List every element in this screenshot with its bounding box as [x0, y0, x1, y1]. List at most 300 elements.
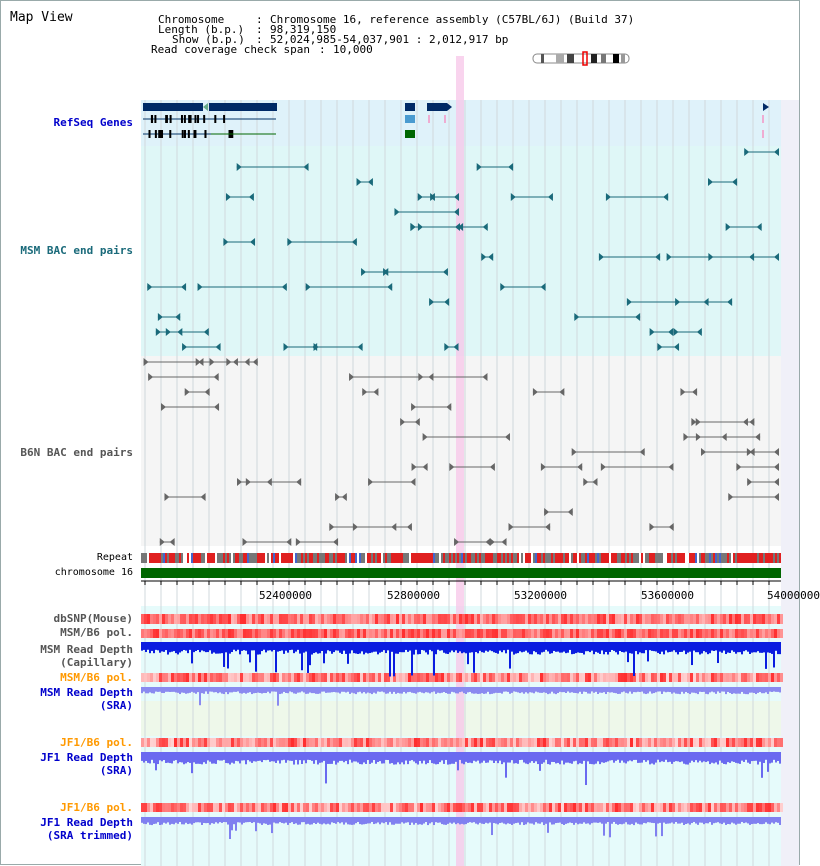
track-label-msm-pol-1[interactable]: MSM/B6 pol. — [60, 626, 133, 639]
pol-cell — [480, 614, 483, 624]
pol-cell — [543, 629, 546, 638]
depth-bar — [531, 752, 533, 761]
pol-cell — [771, 614, 774, 624]
depth-bar — [575, 752, 577, 761]
depth-bar — [267, 642, 269, 651]
depth-bar — [487, 642, 489, 652]
depth-bar — [193, 642, 195, 652]
pol-cell — [225, 673, 228, 682]
track-label-chromosome[interactable]: chromosome 16 — [54, 567, 133, 578]
depth-bar — [633, 642, 635, 676]
pol-cell — [435, 803, 438, 812]
depth-bar — [287, 642, 289, 653]
depth-bar — [239, 817, 241, 823]
pol-cell — [255, 614, 258, 624]
depth-bar — [527, 642, 529, 653]
pol-cell — [540, 803, 543, 812]
depth-bar — [221, 752, 223, 761]
depth-bar — [701, 687, 703, 692]
pol-cell — [186, 673, 189, 682]
depth-bar — [537, 817, 539, 823]
depth-bar — [757, 752, 759, 765]
depth-bar — [721, 642, 723, 653]
pol-cell — [384, 738, 387, 747]
pol-cell — [513, 614, 516, 624]
depth-bar — [253, 752, 255, 761]
track-label-jf1-pol-1[interactable]: JF1/B6 pol. — [60, 736, 133, 749]
pol-cell — [762, 614, 765, 624]
depth-bar — [417, 752, 419, 764]
pol-cell — [573, 614, 576, 624]
pol-cell — [564, 629, 567, 638]
pol-cell — [588, 629, 591, 638]
depth-bar — [399, 817, 401, 824]
pol-cell — [417, 614, 420, 624]
depth-bar — [219, 817, 221, 822]
track-label-msm-depth-sra-line1[interactable]: MSM Read Depth — [40, 686, 133, 699]
pol-cell — [579, 673, 582, 682]
depth-bar — [281, 687, 283, 694]
depth-bar — [681, 642, 683, 652]
depth-bar — [261, 642, 263, 651]
repeat-cell — [575, 553, 577, 563]
depth-bar — [659, 752, 661, 762]
depth-bar — [423, 642, 425, 650]
pol-cell — [333, 803, 336, 812]
pol-cell — [381, 673, 384, 682]
depth-bar — [715, 752, 717, 762]
pol-cell — [666, 629, 669, 638]
pol-cell — [750, 629, 753, 638]
depth-bar — [779, 687, 781, 692]
right-margin-bg — [781, 100, 799, 866]
pol-cell — [453, 673, 456, 682]
depth-bar — [143, 642, 145, 650]
depth-bar — [173, 642, 175, 651]
depth-bar — [217, 687, 219, 693]
depth-bar — [581, 752, 583, 764]
pol-cell — [741, 803, 744, 812]
track-label-jf1-depth-sra-line1[interactable]: JF1 Read Depth — [40, 751, 133, 764]
pol-cell — [333, 614, 336, 624]
refseq-exon — [182, 130, 184, 138]
depth-bar — [201, 687, 203, 693]
pol-cell — [672, 738, 675, 747]
depth-bar — [685, 687, 687, 692]
depth-bar — [419, 752, 421, 761]
depth-bar — [429, 817, 431, 823]
depth-bar — [589, 817, 591, 825]
repeat-cell — [273, 553, 275, 563]
depth-bar — [447, 642, 449, 654]
depth-bar — [179, 752, 181, 762]
depth-bar — [145, 752, 147, 761]
pol-cell — [453, 738, 456, 747]
pol-cell — [306, 738, 309, 747]
depth-bar — [763, 752, 765, 763]
depth-bar — [437, 752, 439, 764]
pol-cell — [150, 629, 153, 638]
depth-bar — [765, 752, 767, 760]
depth-bar — [189, 752, 191, 763]
pol-cell — [165, 738, 168, 747]
repeat-cell — [381, 553, 383, 563]
depth-bar — [255, 687, 257, 693]
depth-bar — [249, 687, 251, 692]
repeat-cell — [203, 553, 205, 563]
depth-bar — [469, 817, 471, 822]
depth-bar — [267, 752, 269, 760]
pol-cell — [372, 673, 375, 682]
pol-cell — [330, 614, 333, 624]
pol-cell — [267, 803, 270, 812]
repeat-cell — [413, 553, 415, 563]
pol-cell — [702, 738, 705, 747]
depth-bar — [169, 817, 171, 825]
pol-cell — [534, 614, 537, 624]
depth-bar — [685, 817, 687, 824]
depth-bar — [653, 687, 655, 693]
pol-cell — [720, 673, 723, 682]
depth-bar — [311, 642, 313, 655]
repeat-cell — [453, 553, 455, 563]
depth-bar — [165, 752, 167, 763]
repeat-cell — [577, 553, 579, 563]
pol-cell — [183, 673, 186, 682]
pol-cell — [672, 673, 675, 682]
track-label-msm-depth-cap-line1[interactable]: MSM Read Depth — [40, 643, 133, 656]
repeat-cell — [317, 553, 319, 563]
pol-cell — [420, 673, 423, 682]
depth-bar — [461, 752, 463, 763]
depth-bar — [499, 817, 501, 823]
depth-bar — [181, 642, 183, 651]
depth-bar — [253, 817, 255, 822]
repeat-cell — [297, 553, 299, 563]
depth-bar — [269, 817, 271, 825]
pol-cell — [354, 803, 357, 812]
pol-cell — [156, 803, 159, 812]
pol-cell — [402, 629, 405, 638]
pol-cell — [348, 738, 351, 747]
pol-cell — [765, 629, 768, 638]
pol-cell — [450, 629, 453, 638]
pol-cell — [318, 629, 321, 638]
track-label-jf1-depth-trim-line2[interactable]: (SRA trimmed) — [46, 829, 133, 842]
pol-cell — [708, 738, 711, 747]
depth-bar — [665, 817, 667, 824]
depth-bar — [643, 687, 645, 694]
depth-bar — [495, 817, 497, 824]
depth-bar — [231, 817, 233, 830]
repeat-cell — [191, 553, 193, 563]
pol-cell — [693, 738, 696, 747]
depth-bar — [287, 687, 289, 693]
depth-bar — [291, 687, 293, 692]
depth-bar — [725, 817, 727, 825]
pol-cell — [150, 614, 153, 624]
pol-cell — [186, 803, 189, 812]
pol-cell — [741, 673, 744, 682]
pol-cell — [759, 673, 762, 682]
pol-cell — [666, 738, 669, 747]
depth-bar — [589, 687, 591, 694]
pol-cell — [525, 803, 528, 812]
repeat-cell — [167, 553, 169, 563]
depth-bar — [643, 817, 645, 823]
track-label-msm-bac[interactable]: MSM BAC end pairs — [20, 244, 133, 257]
depth-bar — [279, 752, 281, 763]
depth-bar — [567, 817, 569, 823]
pol-cell — [738, 614, 741, 624]
pol-cell — [480, 673, 483, 682]
depth-bar — [517, 687, 519, 692]
pol-cell — [669, 738, 672, 747]
repeat-cell — [451, 553, 453, 563]
repeat-cell — [423, 553, 425, 563]
refseq-exon — [165, 115, 167, 123]
track-label-jf1-pol-2[interactable]: JF1/B6 pol. — [60, 801, 133, 814]
repeat-cell — [405, 553, 407, 563]
pol-cell — [348, 673, 351, 682]
depth-bar — [733, 687, 735, 693]
track-label-refseq[interactable]: RefSeq Genes — [53, 116, 133, 129]
depth-bar — [233, 642, 235, 650]
depth-bar — [555, 752, 557, 763]
depth-bar — [327, 752, 329, 764]
repeat-cell — [601, 553, 603, 563]
pol-cell — [501, 614, 504, 624]
depth-bar — [503, 642, 505, 650]
depth-bar — [529, 687, 531, 692]
depth-bar — [375, 817, 377, 824]
depth-bar — [683, 752, 685, 764]
pol-cell — [204, 614, 207, 624]
pol-cell — [504, 803, 507, 812]
pol-cell — [459, 629, 462, 638]
depth-bar — [737, 687, 739, 694]
pol-cell — [213, 673, 216, 682]
depth-bar — [463, 752, 465, 764]
pol-cell — [462, 738, 465, 747]
pol-cell — [729, 673, 732, 682]
pol-cell — [294, 614, 297, 624]
depth-bar — [445, 687, 447, 693]
repeat-cell — [499, 553, 501, 563]
pol-cell — [549, 629, 552, 638]
depth-bar — [703, 642, 705, 651]
pol-cell — [471, 673, 474, 682]
repeat-cell — [223, 553, 225, 563]
depth-bar — [161, 752, 163, 761]
pol-cell — [270, 629, 273, 638]
pol-cell — [504, 673, 507, 682]
pol-cell — [459, 673, 462, 682]
pol-cell — [627, 673, 630, 682]
depth-bar — [727, 752, 729, 762]
depth-bar — [361, 752, 363, 764]
repeat-cell — [443, 553, 445, 563]
depth-bar — [447, 752, 449, 765]
track-label-repeat[interactable]: Repeat — [96, 552, 133, 563]
depth-bar — [173, 752, 175, 761]
pol-cell — [531, 629, 534, 638]
track-label-jf1-depth-sra-line2[interactable]: (SRA) — [99, 764, 133, 777]
pol-cell — [153, 629, 156, 638]
repeat-cell — [347, 553, 349, 563]
repeat-cell — [665, 553, 667, 563]
depth-bar — [771, 687, 773, 692]
depth-bar — [393, 642, 395, 676]
pol-cell — [420, 803, 423, 812]
pol-cell — [618, 629, 621, 638]
depth-bar — [445, 642, 447, 654]
pol-cell — [156, 738, 159, 747]
pol-cell — [456, 673, 459, 682]
track-label-jf1-depth-trim-line1[interactable]: JF1 Read Depth — [40, 816, 133, 829]
depth-bar — [455, 752, 457, 762]
pol-cell — [213, 803, 216, 812]
depth-bar — [561, 817, 563, 824]
pol-cell — [528, 803, 531, 812]
depth-bar — [645, 642, 647, 650]
pol-cell — [249, 738, 252, 747]
depth-bar — [699, 642, 701, 654]
depth-bar — [429, 642, 431, 650]
depth-bar — [577, 817, 579, 824]
depth-bar — [637, 817, 639, 824]
repeat-cell — [309, 553, 311, 563]
depth-bar — [189, 687, 191, 693]
depth-bar — [657, 642, 659, 653]
repeat-cell — [619, 553, 621, 563]
repeat-cell — [607, 553, 609, 563]
pol-cell — [741, 629, 744, 638]
pol-cell — [327, 629, 330, 638]
depth-bar — [321, 642, 323, 651]
pol-cell — [543, 673, 546, 682]
pol-cell — [540, 629, 543, 638]
pol-cell — [612, 803, 615, 812]
depth-bar — [743, 642, 745, 651]
depth-bar — [345, 642, 347, 654]
depth-bar — [649, 687, 651, 692]
depth-bar — [221, 687, 223, 694]
depth-bar — [381, 642, 383, 652]
depth-bar — [757, 817, 759, 823]
depth-bar — [557, 687, 559, 693]
depth-bar — [191, 752, 193, 773]
repeat-cell — [325, 553, 327, 563]
pol-cell — [333, 673, 336, 682]
repeat-cell — [411, 553, 413, 563]
pol-cell — [414, 614, 417, 624]
pol-cell — [354, 738, 357, 747]
depth-bar — [179, 817, 181, 822]
pol-cell — [426, 738, 429, 747]
pol-cell — [627, 629, 630, 638]
depth-bar — [521, 687, 523, 692]
depth-bar — [183, 752, 185, 764]
repeat-cell — [315, 553, 317, 563]
depth-bar — [489, 752, 491, 760]
depth-bar — [763, 687, 765, 693]
pol-cell — [768, 614, 771, 624]
pol-cell — [486, 673, 489, 682]
depth-bar — [141, 752, 143, 761]
pol-cell — [261, 629, 264, 638]
ideogram-band — [556, 54, 564, 63]
repeat-cell — [645, 553, 647, 563]
track-label-dbsnp[interactable]: dbSNP(Mouse) — [53, 612, 133, 625]
depth-bar — [583, 642, 585, 654]
track-label-msm-pol-2[interactable]: MSM/B6 pol. — [60, 671, 133, 684]
pol-cell — [489, 629, 492, 638]
depth-bar — [335, 642, 337, 650]
depth-bar — [687, 642, 689, 653]
pol-cell — [456, 803, 459, 812]
pol-cell — [303, 673, 306, 682]
depth-bar — [525, 752, 527, 764]
pol-cell — [405, 629, 408, 638]
pol-cell — [327, 614, 330, 624]
track-label-b6n-bac[interactable]: B6N BAC end pairs — [20, 446, 133, 459]
pol-cell — [159, 673, 162, 682]
pol-cell — [510, 614, 513, 624]
track-label-msm-depth-cap-line2[interactable]: (Capillary) — [60, 656, 133, 669]
pol-cell — [195, 673, 198, 682]
repeat-cell — [321, 553, 323, 563]
pol-cell — [483, 803, 486, 812]
ideogram-band — [591, 54, 597, 63]
depth-bar — [709, 642, 711, 653]
pol-cell — [519, 614, 522, 624]
pol-cell — [630, 614, 633, 624]
axis-tick-label: 54000000 — [767, 589, 820, 602]
pol-cell — [624, 673, 627, 682]
depth-bar — [531, 687, 533, 693]
repeat-cell — [743, 553, 745, 563]
depth-bar — [533, 642, 535, 651]
depth-bar — [407, 687, 409, 692]
pol-cell — [441, 738, 444, 747]
repeat-cell — [635, 553, 637, 563]
repeat-cell — [733, 553, 735, 563]
repeat-cell — [289, 553, 291, 563]
track-label-msm-depth-sra-line2[interactable]: (SRA) — [99, 699, 133, 712]
repeat-cell — [749, 553, 751, 563]
pol-cell — [732, 614, 735, 624]
depth-bar — [705, 817, 707, 823]
depth-bar — [631, 817, 633, 824]
depth-bar — [529, 817, 531, 823]
pol-cell — [681, 673, 684, 682]
pol-cell — [627, 803, 630, 812]
depth-bar — [191, 687, 193, 692]
depth-bar — [701, 752, 703, 762]
pol-cell — [162, 803, 165, 812]
pol-cell — [162, 629, 165, 638]
depth-bar — [647, 687, 649, 693]
depth-bar — [559, 642, 561, 653]
repeat-cell — [301, 553, 303, 563]
depth-bar — [741, 817, 743, 822]
depth-bar — [777, 817, 779, 823]
pol-cell — [420, 629, 423, 638]
depth-bar — [599, 642, 601, 654]
pol-cell — [318, 614, 321, 624]
pol-cell — [780, 673, 783, 682]
